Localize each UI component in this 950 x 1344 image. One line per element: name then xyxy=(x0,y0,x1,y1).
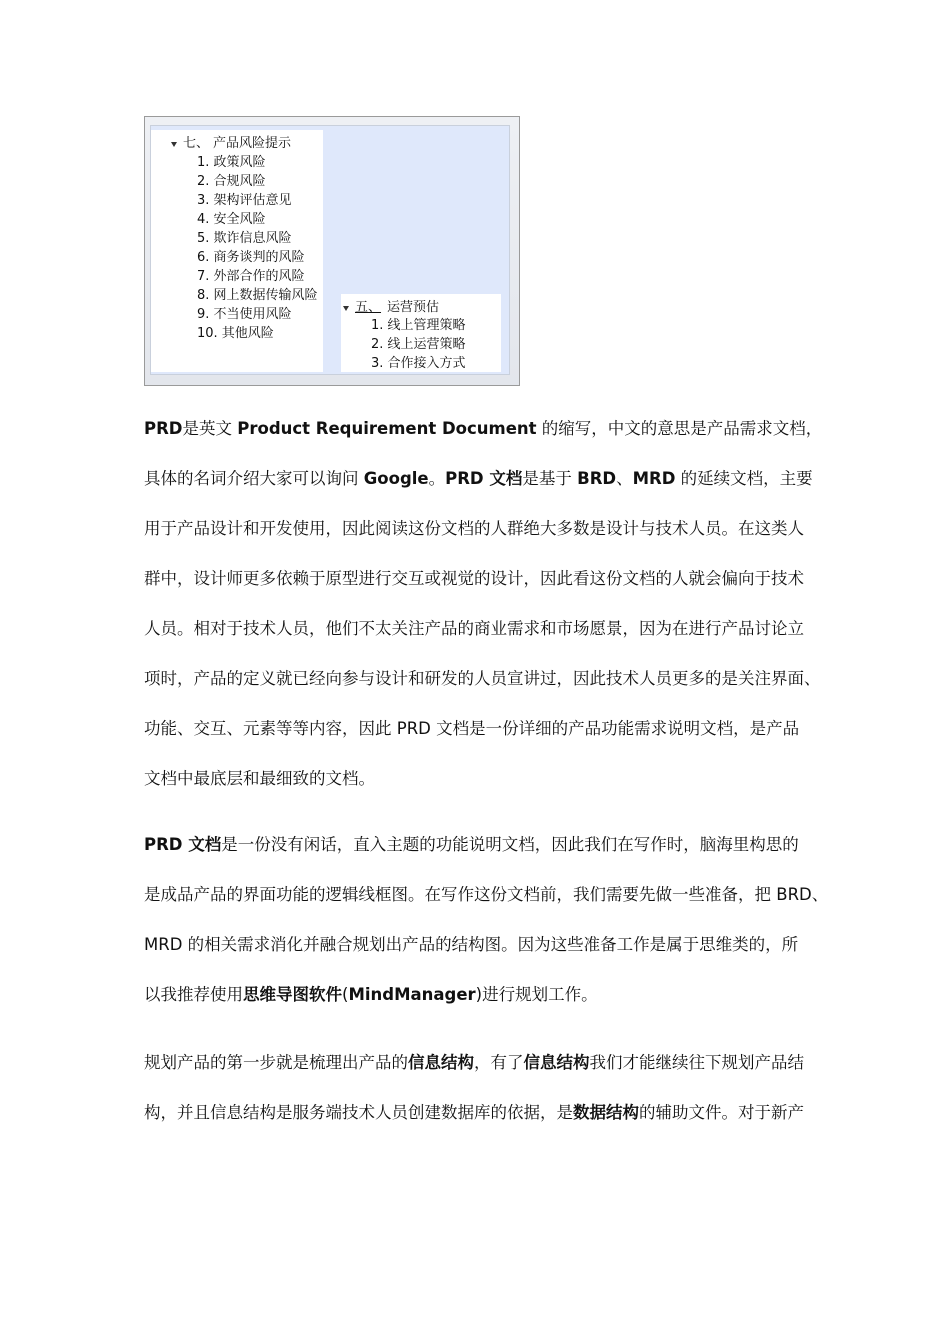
text-run: 以我推荐使用 xyxy=(144,985,243,1004)
risk-item: 3. 架构评估意见 xyxy=(197,193,292,208)
mindmap-screenshot xyxy=(144,116,520,386)
risk-item: 10. 其他风险 xyxy=(197,326,274,341)
text-run: 文档中最底层和最细致的文档。 xyxy=(144,769,375,788)
text-run: 群中，设计师更多依赖于原型进行交互或视觉的设计，因此看这份文档的人就会偏向于技术 xyxy=(144,569,804,588)
text-line xyxy=(144,885,829,935)
risk-heading-number: 七、 xyxy=(183,136,210,151)
risk-heading: 产品风险提示 xyxy=(213,136,292,151)
bold-text-run: 信息结构 xyxy=(408,1053,474,1072)
risk-item: 9. 不当使用风险 xyxy=(197,307,292,322)
risk-item: 4. 安全风险 xyxy=(197,212,266,227)
text-line xyxy=(144,519,814,569)
text-line xyxy=(144,769,814,819)
text-line xyxy=(144,469,814,519)
text-run: ( xyxy=(342,985,349,1004)
text-run: 是一份没有闲话，直入主题的功能说明文档，因此我们在写作时，脑海里构思的 xyxy=(221,835,799,854)
text-run: 是基于 xyxy=(522,469,578,488)
bold-text-run: PRD 文档 xyxy=(445,469,523,488)
operations-heading: 运营预估 xyxy=(387,300,440,315)
text-line xyxy=(144,1053,814,1103)
bold-text-run: PRD 文档 xyxy=(144,835,222,854)
text-run: 的辅助文件。对于新产 xyxy=(639,1103,804,1122)
text-line xyxy=(144,569,814,619)
paragraph-prd-writing xyxy=(144,835,829,1035)
text-run: )进行规划工作。 xyxy=(475,985,598,1004)
text-run: MRD 的相关需求消化并融合规划出产品的结构图。因为这些准备工作是属于思维类的，所 xyxy=(144,935,799,954)
risk-outline xyxy=(151,130,323,372)
collapse-triangle-icon xyxy=(171,142,177,147)
text-run: 、 xyxy=(616,469,633,488)
risk-item: 5. 欺诈信息风险 xyxy=(197,231,292,246)
bold-text-run: 思维导图软件 xyxy=(243,985,342,1004)
text-run: 人员。相对于技术人员，他们不太关注产品的商业需求和市场愿景，因为在进行产品讨论立 xyxy=(144,619,804,638)
text-line xyxy=(144,719,814,769)
bold-text-run: MRD xyxy=(632,469,676,488)
bold-text-run: PRD xyxy=(144,419,183,438)
text-run: 的延续文档，主要 xyxy=(675,469,813,488)
text-run: 我们才能继续往下规划产品结 xyxy=(589,1053,804,1072)
text-run: 项时，产品的定义就已经向参与设计和研发的人员宣讲过，因此技术人员更多的是关注界面、 xyxy=(144,669,821,688)
paragraph-info-structure xyxy=(144,1053,814,1153)
text-run: 。 xyxy=(428,469,446,488)
text-run: ，有了 xyxy=(474,1053,524,1072)
risk-item: 1. 政策风险 xyxy=(197,155,266,170)
text-line xyxy=(144,619,814,669)
operations-heading-number: 五、 xyxy=(355,300,382,315)
text-line xyxy=(144,835,814,885)
risk-item: 2. 合规风险 xyxy=(197,174,266,189)
risk-item: 8. 网上数据传输风险 xyxy=(197,288,318,303)
text-line xyxy=(144,985,814,1035)
text-line xyxy=(144,935,814,985)
text-run: 构，并且信息结构是服务端技术人员创建数据库的依据，是 xyxy=(144,1103,573,1122)
text-run: 的缩写，中文的意思是产品需求文档， xyxy=(536,419,823,438)
risk-item: 7. 外部合作的风险 xyxy=(197,269,305,284)
text-run: 用于产品设计和开发使用，因此阅读这份文档的人群绝大多数是设计与技术人员。在这类人 xyxy=(144,519,804,538)
collapse-triangle-icon xyxy=(343,306,349,311)
operations-outline xyxy=(341,294,501,372)
text-line xyxy=(144,419,823,469)
operations-item: 1. 线上管理策略 xyxy=(371,318,466,333)
text-run: 是成品产品的界面功能的逻辑线框图。在写作这份文档前，我们需要先做一些准备，把 BRD、 xyxy=(144,885,829,904)
operations-item: 2. 线上运营策略 xyxy=(371,337,466,352)
text-line xyxy=(144,1103,814,1153)
bold-text-run: 信息结构 xyxy=(523,1053,590,1072)
paragraph-prd-intro xyxy=(144,419,823,819)
bold-text-run: BRD xyxy=(577,469,617,488)
text-line xyxy=(144,669,821,719)
bold-text-run: 数据结构 xyxy=(573,1103,639,1122)
mindmap-canvas xyxy=(150,125,510,375)
text-run: 具体的名词介绍大家可以询问 xyxy=(144,469,364,488)
bold-text-run: MindManager xyxy=(348,985,476,1004)
text-run: 规划产品的第一步就是梳理出产品的 xyxy=(144,1053,408,1072)
operations-item: 3. 合作接入方式 xyxy=(371,356,466,371)
risk-item: 6. 商务谈判的风险 xyxy=(197,250,305,265)
text-run: 功能、交互、元素等等内容，因此 PRD 文档是一份详细的产品功能需求说明文档，是产品 xyxy=(144,719,800,738)
text-run: 是英文 xyxy=(182,419,238,438)
bold-text-run: Product Requirement Document xyxy=(237,419,537,438)
bold-text-run: Google xyxy=(363,469,429,488)
